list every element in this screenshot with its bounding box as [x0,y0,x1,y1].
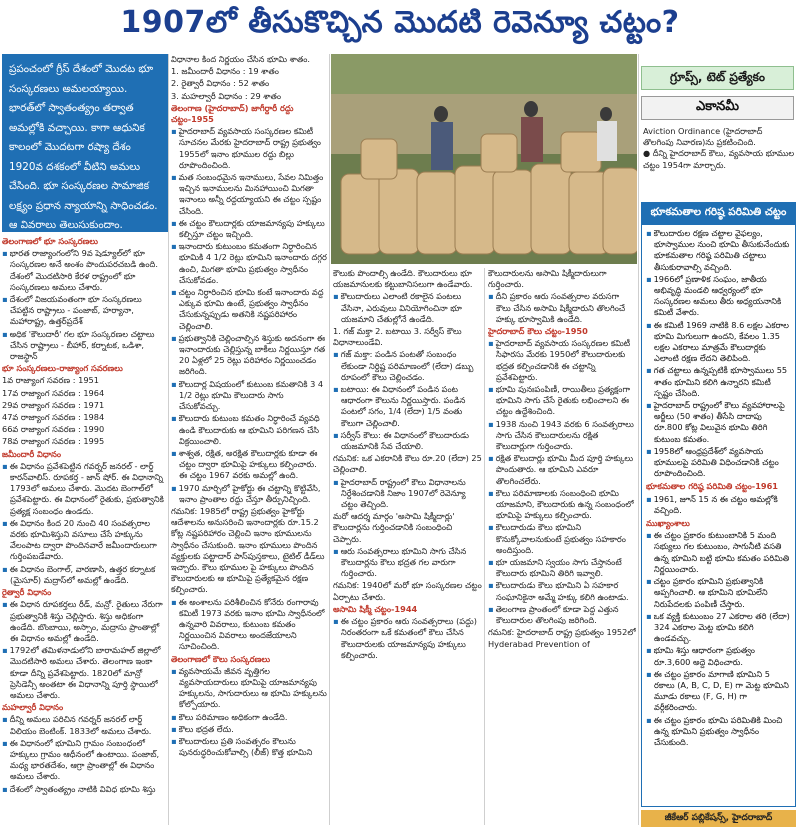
paragraph: 3. మహల్వారీ విధానం : 29 శాతం [171,90,282,101]
paragraph: 17వ రాజ్యాంగ సవరణ : 1964 [2,387,105,398]
paragraph: ▪ 1792లో తమిళనాడులోని బారామహల్‌ జిల్లాలో మొదటిసారి అమలు చేశారు. తెలంగాణ ఇంకా కూడా దీన్ని ప్రవేశపెట్టారు. 1820లో మాన్రో ప్రెసిడెన్సీ అంతటా ఈ విధానాన్ని పూర్తి స్థాయిలో అమలు చేశారు. [2,645,166,701]
paragraph: ▪ సర్వీస్‌ కౌలు: ఈ విధానంలో కౌలుదారుడు యజమానికి సేవ చేయాలి. [333,430,482,452]
paragraph: ▪ 1938 నుంచి 1943 వరకు 6 సంవత్సరాలు సాగు చేసిన కౌలుదారులను రక్షిత కౌలుదార్లుగా గుర్తించారు. [488,419,636,453]
paragraph: ▪ ఈ విధానం కింద 20 నుంచి 40 సంవత్సరాల వరకు భూమిశిస్తుని వసూలు చేసే హక్కును వేలంపాట ద్వారా పొందినవారే జమీందారులుగా గుర్తింపబడేవారు. [2,518,166,563]
paragraph: ▪ కౌలుదారు కుటుంబ కమతం నిర్ధారించే వ్యవధి ఉండి కౌలుదారుకు ఆ భూమిని పరిగణన చేసి విక్రయించాలి. [171,413,327,447]
paragraph: ▪ అధిక 'కౌలుదారీ' గల భూ సంస్కరణల చట్టాలు చేసిన రాష్ట్రాలు - బీహార్‌, కర్నాటక, ఒడిశా, రాజస్థాన్‌ [2,329,166,363]
paragraph: ▪ హైదరాబాద్‌ రాష్ట్రంలో కౌలు వ్యవహారాలపై అర్జీలు (50 శాతం) తీసేసి దాదాపు రూ.800 కోట్ల విలువైన భూమి తిరిగి కుటుంబ కమతం. [646,400,791,445]
section-heading: హైదరాబాద్‌ కౌలు చట్టం-1950 [488,326,588,337]
section-heading: మహల్వారీ విధానం [2,702,64,713]
paragraph: ▪ కౌలు పరిమాణం అధికంగా ఉండేది. [171,712,327,723]
paragraph: ▪ 1958లో ఆంధ్రప్రదేశ్‌లో వ్యవసాయ భూములపై పరిమితి విధించడానికి చట్టం రూపొందించింది. [646,446,791,480]
paragraph: ▪ ఈ చట్టం ప్రకారం ఆరు సంవత్సరాలు (పద్దు) నిరంతరంగా ఒకే కమతంలో కౌలు చేసిన కౌలుదారులకు యాజమాన్యపు హక్కులు కల్పించారు. [333,616,482,661]
section-heading: భూకమతాల గరిష్ఠ పరిమితి చట్టం-1961 [646,481,778,492]
paragraph: విధానాల కింద నిర్ణయం చేసిన భూమి శాతం. [171,54,310,64]
article-column-2 [171,54,327,825]
paragraph: ▪ భూ యజమాని స్వయం సాగు చేస్తానంటే కౌలుదారు భూమిని తిరిగి ఇవ్వాలి. [488,557,636,579]
paragraph: ▪ కౌలుదారుల రక్షణ చట్టాల వైఫల్యం, భూస్వాముల నుంచి భూమి తీసుకునేందుకు భూకమతాల గరిష్ఠ పరిమితి చట్టాలు తీసుకురావాల్సి వచ్చింది. [646,228,791,273]
paragraph: కౌలుకు పొందాల్సి ఉండేది. కౌలుదారులు భూ యజమానులకు కట్టుబానిసలుగా ఉండేవారు. [333,268,473,290]
section-heading: తెలంగాణలో కౌలు సంస్కరణలు [171,653,271,664]
article-column-3 [333,268,482,825]
ceiling-act-box [641,224,796,807]
paragraph: ▪ ప్రభుత్వానికి చెల్లించాల్సిన శిస్తుకు అదనంగా ఈ ఇనాందారుకు చెల్లిస్తున్న బాకీలు నిర్ణయిస్తూ గత 20 ఏళ్లలో 25 రెట్లు పరిహారం నిర్ణయించడం జరిగింది. [171,333,327,378]
paragraph: ▪ ఈ విధాన రూపకర్తలు రీడ్‌, మన్రో. రైతులు నేరుగా ప్రభుత్వానికి శిస్తు చెల్లిస్తారు. శిస్తు అధికంగా ఉండేది. బొంబాయి, అస్సాం, మద్రాసు ప్రాంతాల్లో ఈ విధానం అమల్లో ఉండేది. [2,599,166,644]
paragraph: గమనిక: ఒక ఎకరానికి కౌలు రూ.20 (లేదా) 25 చెల్లించాలి. [333,453,482,475]
grain-sacks-image [331,54,637,264]
paragraph: మరో ఆదర్శ మార్గం 'అసామి షిక్మీదార్లు' కౌలుదార్లను గుర్తించడానికి సంబంధించి చెప్పారు. [333,511,455,544]
article-column-4 [488,268,636,825]
paragraph: 1వ రాజ్యాంగ సవరణ : 1951 [2,375,99,386]
paragraph: 66వ రాజ్యాంగ సవరణ : 1990 [2,424,105,435]
paragraph: ▪ ఈ చట్టం ప్రకారం భూమి పరిమితికి మించి ఉన్న భూమిని ప్రభుత్వం స్వాధీనం చేసుకుంది. [646,715,791,749]
paragraph: ▪ ఈ చట్టం ప్రకారం మాగాణి భూమిని 5 రకాలు (A, B, C, D, E) గా మెట్ట భూమిని మూడు రకాలు (F, G, H) గా వర్గీకరించారు. [646,669,791,714]
paragraph: ▪ ఈ విధానం ప్రవేశపెట్టిన గవర్నర్‌ జనరల్‌ - లార్డ్‌ కారన్‌వాలిస్‌. రూపకర్త - జాన్‌ షోర్‌. ఈ విధానాన్ని 1793లో అమలు చేశారు. మొదట బెంగాల్‌లో ప్రవేశపెట్టారు. ఈ విధానంలో రైతుకు, ప్రభుత్వానికి ప్రత్యక్ష సంబంధం ఉండదు. [2,461,166,517]
subject-badge: ఎకానమీ [641,96,794,120]
paragraph: 1. జమీందారీ విధానం : 19 శాతం [171,66,279,77]
paragraph: ▪ కౌలు పరిమాణాలకు సంబంధించి భూమి యాజమాని, కౌలుదారుకు ఉన్న సంబంధంలో భూమిపై హక్కులు కల్పించారు. [488,488,636,522]
paragraph: ▪ గజ్‌ మక్తా: పండిన పంటతో సంబంధం లేకుండా నిర్దిష్ట పరిమాణంలో (లేదా) డబ్బు రూపంలో కౌలు చెల్లించడం. [333,349,482,383]
paragraph: ▪ శాశ్వత, రక్షిత, అరక్షిత కౌలుదార్లకు కూడా ఈ చట్టం ద్వారా భూమిపై హక్కులు కల్పించారు. ఈ చట్టం 1967 వరకు అమల్లో ఉంది. [171,448,327,482]
paragraph: 2. రైత్వారీ విధానం : 52 శాతం [171,78,270,89]
paragraph: ▪ ఈ చట్టం ప్రకారం కుటుంబానికి 5 మంది సభ్యులు గల కుటుంబం, సాగునీటి వసతి ఉన్న భూమిని బట్టి భూమి కమతం పరిమితి నిర్ణయించారు. [646,530,791,575]
groups-badge: గ్రూప్స్‌, టెట్‌ ప్రత్యేకం [641,66,794,90]
paragraph: ▪ బటాయి: ఈ విధానంలో పండిన పంట ఆధారంగా కౌలును నిర్ణయిస్తారు. పండిన పంటలో సగం, 1/4 (లేదా) 1/5 వంతు కౌలుగా చెల్లించాలి. [333,384,482,429]
section-heading: తెలంగాణ (హైదరాబాద్‌) జాగీర్దారీ రద్దు చట్టం-1955 [171,102,294,125]
headline: 1907లో తీసుకొచ్చిన మొదటి రెవెన్యూ చట్టం? [120,5,680,40]
section-heading: తెలంగాణలో భూ సంస్కరణలు [2,236,98,246]
paragraph: గమనిక: 1985లో రాష్ట్ర ప్రభుత్వం హైకోర్టు ఆదేశాలను అనుసరించి ఇనాందార్లకు రూ.15.2 కోట్ల నష్టపరిహారం చెల్లించి ఇనాం భూములను స్వాధీనం చేసుకుంది. ఇనాం భూములు పొందిన వ్యక్తులకు పట్టాదార్‌ పాస్‌పుస్తకాలు, టైటిల్‌ డీడ్‌లు ఇచ్చారు. కౌలు భూముల పై హక్కులు పొందిన కౌలుదారులకు ఆ భూమిపై ప్రత్యేకమైన రక్షణ కల్పించారు. [171,505,325,595]
paragraph: ▪ ఈ విధానం బెంగాల్‌, వారణాసి, ఉత్తర కర్నాటక (మైసూర్‌) మద్రాస్‌లో అమల్లో ఉండేది. [2,564,166,586]
paragraph: ▪ దీని ప్రకారం ఆరు సంవత్సరాల వరుసగా కౌలు చేసిన అసామి షిక్మీదారుని తొలగించే హక్కు భూస్వామికి ఉండేది. [488,291,636,325]
paragraph: ▪ దీన్ని అమలు పరిచిన గవర్నర్‌ జనరల్‌ లార్డ్‌ విలియం బెంటింక్‌. 1833లో అమలు చేశారు. [2,714,166,736]
section-heading: రైత్వారీ విధానం [2,587,52,598]
paragraph: ▪ ఈ కమిటీ 1969 నాటికి 8.6 లక్షల ఎకరాల భూమి మిగులుగా ఉందని, కేవలం 1.35 లక్షల ఎకరాలు మాత్రమే కౌలుదార్లకు ఎలాంటి రక్షణ లేదని తెలిపింది. [646,320,791,365]
box-title: భూకమతాల గరిష్ఠ పరిమితి చట్టం [641,202,796,224]
paragraph: ▪ దేశంలో స్వాతంత్య్రం నాటికి వివిధ భూమి శిస్తు [2,784,166,795]
paragraph: గమనిక: హైదరాబాద్‌ రాష్ట్ర ప్రభుత్వం 1952లో Hyderabad Prevention of [488,627,636,649]
paragraph: ▪ రక్షిత కౌలుదార్లు భూమి మీద పూర్తి హక్కులు పొందుతారు. ఆ భూమిని ఎవరూ తొలగించలేరు. [488,453,636,487]
paragraph: ▪ భారత రాజ్యాంగంలోని 9వ షెడ్యూల్‌లో భూ సంస్కరణల అనే అంశం పొందుపరచబడి ఉంది. దేశంలో మొదటిసారి కేరళ రాష్ట్రంలో భూ సంస్కరణలు అమలు చేశారు. [2,248,166,293]
article-column-1 [2,236,166,825]
paragraph: ▪ హైదరాబాద్‌ వ్యవసాయ సంస్కరణల కమిటీ సూచనల మేరకు హైదరాబాద్‌ రాష్ట్ర ప్రభుత్వం 1955లో ఇనాం భూముల రద్దు బిల్లు రూపొందించింది. [171,126,327,171]
paragraph: ▪ చట్టం ప్రకారం భూమిని ప్రభుత్వానికి అప్పగించాలి. ఆ భూమిని భూమిలేని నిరుపేదలకు పంపిణీ చేస్తారు. [646,576,791,610]
paragraph: ▪ 1961, జూన్‌ 15 న ఈ చట్టం అమల్లోకి వచ్చింది. [646,494,791,516]
paragraph: ▪ కౌలుదార్ల విషయంలో కుటుంబ కమతానికి 3 4 1/2 రెట్లు భూమి కౌలుదారు సాగు చేసుకోవచ్చు. [171,379,327,413]
right-top-text: Aviction Ordinance (హైదరాబాద్‌ తొలగింపు నివారణ)ను ప్రకటించింది. ● దీన్ని హైదరాబాద్‌ కౌలు, వ్యవసాయ భూముల చట్టం 1954గా మార్చారు. [643,126,795,170]
publisher-credit: జీకేఆర్‌ పబ్లికేషన్స్‌, హైదరాబాద్‌ [641,810,796,827]
section-heading: అసామి షిక్మీ చట్టం-1944 [333,603,418,614]
paragraph: ▪ దేశంలో విజయవంతంగా భూ సంస్కరణలు చేపట్టిన రాష్ట్రాలు - పంజాబ్‌, హర్యానా, మహారాష్ట్ర, ఉత్తర్‌ప్రదేశ్‌ [2,294,166,328]
section-heading: ముఖ్యాంశాలు [646,518,690,529]
paragraph: ▪ 1966లో ప్రణాళిక సంఘం, జాతీయ అభివృద్ధి మండలి ఆధ్వర్యంలో భూ సంస్కరణల అమలు తీరు అధ్యయనానికి కమిటీ వేశారు. [646,274,791,319]
paragraph: గమనిక: 1940లో మరో భూ సంస్కరణల చట్టం ఏర్పాటు చేశారు. [333,580,482,602]
paragraph: ▪ భూమి పునఃపంపిణీ, రాయితీలు ప్రత్యక్షంగా భూమిని సాగు చేసే రైతుకు లభించాలని ఈ చట్టం ఉద్దేశించింది. [488,384,636,418]
paragraph: ▪ ఒక వ్యక్తి కుటుంబం 27 ఎకరాల తరి (లేదా) 324 ఎకరాల మెట్ట భూమి కలిగి ఉండవచ్చు. [646,611,791,645]
intro-box: ప్రపంచంలో గ్రీస్‌ దేశంలో మొదట భూ సంస్కరణలు అమలయ్యాయి. భారత్‌లో స్వాతంత్య్రం తర్వాత అమల్లోకి వచ్చాయి. కాగా ఆధునిక కాలంలో మొదటగా రష్యా దేశం 1920వ దశకంలో వీటిని అమలు చేసింది. భూ సంస్కరణల సామాజిక లక్ష్యం ప్రధాన న్యాయాన్ని సాధించడం. ఆ వివరాలు తెలుసుకుందాం. [2,54,168,232]
paragraph: ▪ కౌలుదారులు ప్రతి సంవత్సరం కౌలును పునరుద్ధరించుకోవాల్సి (లీజ్‌) కొత్త భూమిని [171,736,327,758]
paragraph: ▪ మత సంబంధమైన ఇనాములు, సేవల నిమిత్తం ఇచ్చిన ఇనాములను మినహాయించి మిగతా ఇనాంలు అన్నీ రద్దయ్యాయని ఈ చట్టం స్పష్టం చేసింది. [171,172,327,217]
paragraph: ▪ ఈ అంశాలను పరిశీలించిన కోనేరు రంగారావు కమిటీ 1973 వరకు ఇనాం భూమి స్వాధీనంలో ఉన్నవారి వివరాలు, కుటుంబ కమతం నిర్ణయించిన వివరాలు అందజేయాలని సూచించింది. [171,597,327,653]
paragraph: 78వ రాజ్యాంగ సవరణ : 1995 [2,436,105,447]
section-heading: భూ సంస్కరణలు-రాజ్యాంగ సవరణలు [2,363,123,374]
paragraph: ▪ ఇనాందారు కుటుంబం కమతంగా నిర్ధారించిన భూమికి 4 1/2 రెట్లు భూమిని ఇనాందారు దగ్గర ఉంచి, మిగతా భూమి ప్రభుత్వం స్వాధీనం చేసుకోవడం. [171,241,327,286]
paragraph: ▪ 1970 మార్చిలో హైకోర్టు ఈ చట్టాన్ని కొట్టివేసి, ఇనాం ప్రాంతాల రద్దు చేస్తూ తీర్పునిచ్చింది. [171,483,327,505]
paragraph: ▪ కౌలుదారుడు కౌలు భూమిని కొనుక్కోవాలనుకుంటే ప్రభుత్వం సహకారం అందిస్తుంది. [488,522,636,556]
paragraph: ▪ చట్టం నిర్ధారించిన భూమి కంటే ఇనాందారు వద్ద ఎక్కువ భూమి ఉంటే, ప్రభుత్వం స్వాధీనం చేసుకున్నప్పుడు అతనికి నష్టపరిహారం చెల్లించాలి. [171,287,327,332]
paragraph: ▪ కౌలుదారులు ఎలాంటి రకాలైన పంటలు వేసినా, ఎరువులు వినియోగించినా భూ యజమాని చేతుల్లోనే ఉండేది. [333,291,482,325]
paragraph: ▪ భూమి శిస్తు ఆధారంగా ప్రభుత్వం రూ.3,600 అద్దె విధించారు. [646,645,791,667]
photo-grain-sacks [331,54,637,264]
paragraph: ▪ వ్యవసాయమే జీవన వృత్తిగల వ్యవసాయదారులు భూమిపై యాజమాన్యపు హక్కులను, సాగుదారులు ఆ భూమి హక్కులను కోల్పోయారు. [171,666,327,711]
paragraph: 1. గజ్‌ మక్తా 2. బటాయి 3. సర్వీస్‌ కౌలు విధానాలుండేవి. [333,326,462,348]
paragraph: ▪ హైదరాబాద్‌ రాష్ట్రంలో కౌలు విధానాలను నిర్దేశించడానికి నిజాం 1907లో రెవెన్యూ చట్టం తెచ్చింది. [333,477,482,511]
paragraph: ▪ ఆరు సంవత్సరాలు భూమిని సాగు చేసిన కౌలుదార్లను కౌలు భద్రత గల వారుగా గుర్తించారు. [333,546,482,580]
paragraph: ▪ కౌలుదారుడు కౌలు భూమిని ఏ సహకార సంఘానికైనా అమ్మే హక్కు కలిగి ఉంటాడు. [488,580,636,602]
paragraph: కౌలుదారులను అసామి షిక్మీదారులుగా గుర్తించారు. [488,268,607,290]
paragraph: ▪ గత చట్టాలు ఉన్నప్పటికీ భూస్వాములు 55 శాతం భూమిని కలిగి ఉన్నారని కమిటీ స్పష్టం చేసింది. [646,365,791,399]
paragraph: ▪ హైదరాబాద్‌ వ్యవసాయ సంస్కరణల కమిటీ సిఫారసు మేరకు 1950లో కౌలుదారులకు భద్రత కల్పించడానికి ఈ చట్టాన్ని ప్రవేశపెట్టారు. [488,338,636,383]
paragraph: ▪ ఈ విధానంలో భూమిని గ్రామం సంబంధంలో హక్కులు గ్రామం ఆధీనంలో ఉంటాయి. పంజాబ్‌, మధ్య భారతదేశం, ఆగ్రా ప్రాంతాల్లో ఈ విధానం అమలు చేశారు. [2,738,166,783]
paragraph: 29వ రాజ్యాంగ సవరణ : 1971 [2,399,105,410]
paragraph: ▪ ఈ చట్టం కౌలుదార్లకు యాజమాన్యపు హక్కులు కల్పిస్తూ చట్టం ఇచ్చింది. [171,218,327,240]
paragraph: ▪ కౌలు భద్రత లేదు. [171,724,327,735]
paragraph: ▪ తెలంగాణ ప్రాంతంలో కూడా పెద్ద ఎత్తున కౌలుదారుల తొలగింపు జరిగింది. [488,604,636,626]
section-heading: జమీందారీ విధానం [2,448,62,459]
paragraph: 47వ రాజ్యాంగ సవరణ : 1984 [2,412,105,423]
